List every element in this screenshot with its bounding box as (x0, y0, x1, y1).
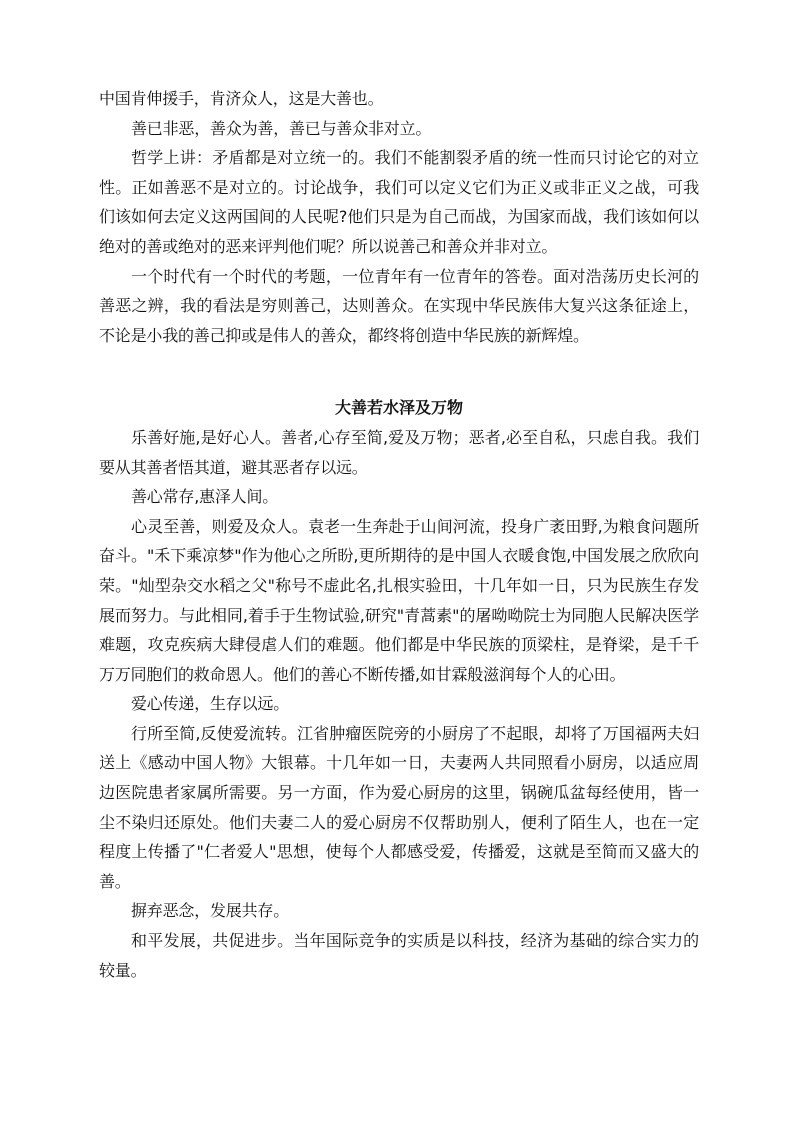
essay-subheading-2: 爱心传递，生存以远。 (131, 694, 290, 714)
paragraph-intro-continued: 中国肯伸援手，肯济众人，这是大善也。 (99, 89, 384, 108)
paragraph-conclusion: 一个时代有一个时代的考题，一位青年有一位青年的答卷。面对浩荡历史长河的善恶之辨，我的看法是穷则善己，达则善众。在实现中华民族伟大复兴这条征途上，不论是小我的善己抑或是伟人的善众，都终将创造中华民族的新辉煌。 (99, 266, 699, 345)
essay-subheading-3: 摒弃恶念，发展共存。 (131, 901, 290, 921)
paragraph-thesis: 善已非恶，善众为善，善已与善众非对立。 (131, 118, 432, 138)
document-page (99, 84, 699, 985)
paragraph-philosophy: 哲学上讲：矛盾都是对立统一的。我们不能割裂矛盾的统一性而只讨论它的对立性。正如善恶不是对立的。讨论战争，我们可以定义它们为正义或非正义之战，可我们该如何去定义这两国间的人民呢?他们只是为自己而战，为国家而战，我们该如何以绝对的善或绝对的恶来评判他们呢？所以说善己和善众并非对立。 (99, 148, 699, 256)
essay-subheading-1: 善心常存,惠泽人间。 (131, 487, 279, 507)
essay-paragraph-opening: 乐善好施,是好心人。善者,心存至简,爱及万物；恶者,必至自私，只虑自我。我们要从其善者悟其道，避其恶者存以远。 (99, 427, 699, 477)
essay-paragraph-peace: 和平发展，共促进步。当年国际竞争的实质是以科技，经济为基础的综合实力的较量。 (99, 931, 699, 980)
essay-title: 大善若水泽及万物 (334, 398, 463, 418)
essay-paragraph-yuan-tu: 心灵至善，则爱及众人。袁老一生奔赴于山间河流，投身广袤田野,为粮食问题所奋斗。"禾下乘凉梦"作为他心之所盼,更所期待的是中国人衣暖食饱,中国发展之欣欣向荣。"灿型杂交水稻之父"称号不虚此名,扎根实验田，十几年如一日，只为民族生存发展而努力。与此相同,着手于生物试验,研究"青蒿素"的屠呦呦院士为同胞人民解决医学难题，攻克疾病大肆侵虐人们的难题。他们都是中华民族的顶梁柱，是脊梁，是千千万万同胞们的救命恩人。他们的善心不断传播,如甘霖般滋润每个人的心田。 (99, 516, 699, 684)
essay-paragraph-kitchen: 行所至简,反使爱流转。江省肿瘤医院旁的小厨房了不起眼，却将了万国福两夫妇送上《感动中国人物》大银幕。十几年如一日，夫妻两人共同照看小厨房，以适应周边医院患者家属所需要。另一方面，作为爱心厨房的这里，锅碗瓜盆每经使用，皆一尘不染归还原处。他们夫妻二人的爱心厨房不仅帮助别人，便利了陌生人，也在一定程度上传播了"仁者爱人"思想，使每个人都感受爱，传播爱，这就是至简而又盛大的善。 (99, 723, 699, 891)
